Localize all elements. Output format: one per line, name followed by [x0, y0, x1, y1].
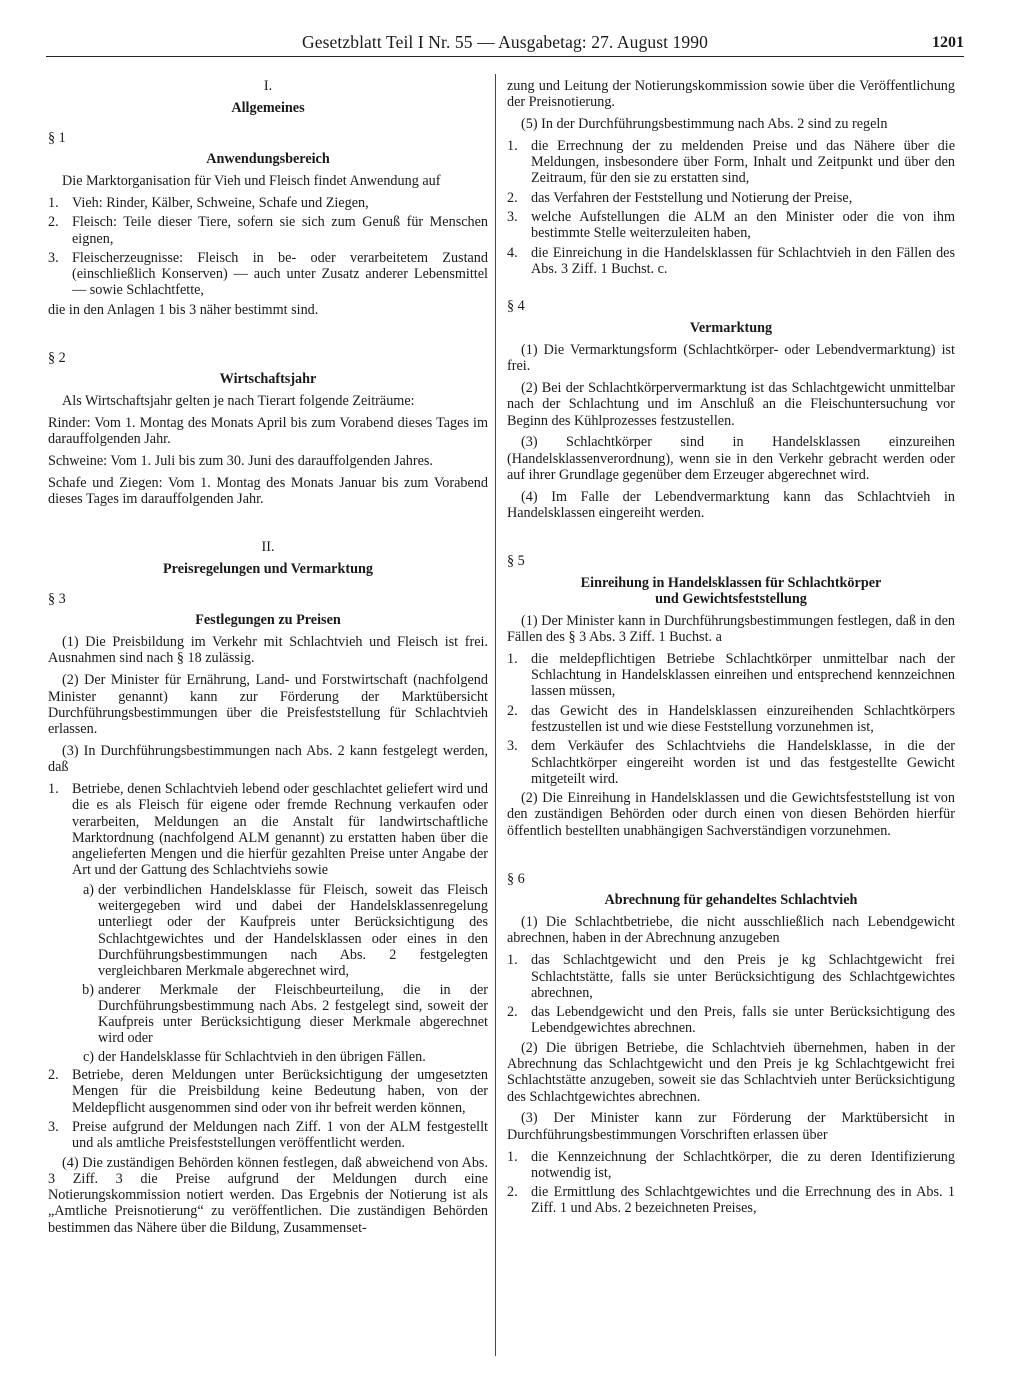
paragraph: Schweine: Vom 1. Juli bis zum 30. Juni des darauffolgenden Jahres. [48, 453, 433, 470]
list-item: 3. Fleischerzeugnisse: Fleisch in be- oder verarbeitetem Zustand (einschließlich Konserven) — auch unter Zusatz anderer Lebensmittel — sowie Schlachtfette, [48, 249, 488, 299]
numbered-list [48, 195, 488, 299]
sub-list-item: b) anderer Merkmale der Fleischbeurteilung, die in der Durchführungsbestimmung nach Abs. 2 festgelegt sind, soweit der Kaufpreis unter Berücksichtigung dieser Merkmale abgerechnet wird oder [82, 981, 488, 1047]
section-sign: § 5 [507, 552, 525, 569]
page-header [46, 30, 964, 57]
paragraph: (3) Der Minister kann zur Förderung der Marktübersicht in Durchführungsbestimmungen Vorschriften erlassen über [507, 1110, 955, 1143]
list-item: 2. Betriebe, deren Meldungen unter Berücksichtigung der umgesetzten Mengen für die Preisbildung keine Bedeutung haben, von der Meldepflicht ausgenommen sind oder von ihr befreit werden können, [48, 1067, 488, 1116]
paragraph: Schafe und Ziegen: Vom 1. Montag des Monats Januar bis zum Vorabend dieses Tages im darauffolgenden Jahr. [48, 474, 488, 508]
section-sign: § 6 [507, 870, 525, 887]
sub-list-item: c) der Handelsklasse für Schlachtvieh in den übrigen Fällen. [82, 1048, 426, 1065]
list-item: 2. Fleisch: Teile dieser Tiere, sofern sie sich zum Genuß für Menschen eignen, [48, 214, 488, 247]
part-title: Allgemeines [231, 99, 305, 116]
section-sign: § 2 [48, 349, 66, 366]
list-item: 1. die Kennzeichnung der Schlachtkörper, die zu deren Identifizierung notwendig ist, [507, 1148, 955, 1181]
paragraph: (4) Im Falle der Lebendvermarktung kann das Schlachtvieh in Handelsklassen eingereiht werden. [507, 488, 955, 522]
list-item: 1. Betriebe, denen Schlachtvieh lebend oder geschlachtet geliefert wird und die es als Fleisch für eigene oder fremde Rechnung verkaufen oder verarbeiten, Meldungen an die Anstalt für landwirtschaftliche Marktordnung (nachfolgend ALM genannt) zu erstatten haben über die angelieferten Mengen und die hierfür gezahlten Preise unter Angabe der Art und der Gattung des Schlachtviehs sowie [48, 781, 488, 879]
section-sign: § 1 [48, 129, 66, 146]
section-title-line2: und Gewichtsfeststellung [655, 590, 807, 607]
list-item: 2. das Gewicht des in Handelsklassen einzureihenden Schlachtkörpers festzustellen ist und wie diese Feststellung vorzunehmen ist, [507, 702, 955, 735]
left-column [48, 78, 488, 1242]
page-number: 1201 [932, 34, 964, 51]
paragraph: (4) Die zuständigen Behörden können festlegen, daß abweichend von Abs. 3 Ziff. 3 die Preise aufgrund der Meldungen durch eine Notierungskommission notiert werden. Das Ergebnis der Notierung ist als „Amtliche Preisnotierung“ zu veröffentlichen. Die zuständigen Behörden bestimmen das Nähere über die Bildung, Zusammenset- [48, 1154, 488, 1236]
list-item: 3. dem Verkäufer des Schlachtviehs die Handelsklasse, in die der Schlachtkörper eingereiht worden ist und das festgestellte Gewicht mitgeteilt wird. [507, 738, 955, 787]
column-divider [495, 74, 496, 1356]
section-title: Einreihung in Handelsklassen für Schlachtkörper [580, 574, 882, 591]
part-title: Preisregelungen und Vermarktung [163, 560, 373, 577]
paragraph: (3) In Durchführungsbestimmungen nach Abs. 2 kann festgelegt werden, daß [48, 742, 488, 776]
section-sign: § 3 [48, 590, 66, 607]
paragraph: Die Marktorganisation für Vieh und Fleisch findet Anwendung auf [62, 173, 441, 190]
paragraph: (2) Die übrigen Betriebe, die Schlachtvieh übernehmen, haben in der Abrechnung das Schlachtgewicht und den Preis je kg Schlachtgewicht frei Schlachtstätte anzugeben, soweit sie das Schlachtvieh unter Berücksichtigung des Schlachtgewichtes abrechnen. [507, 1039, 955, 1105]
part-number: I. [263, 78, 273, 94]
section-title: Festlegungen zu Preisen [195, 612, 341, 629]
paragraph: die in den Anlagen 1 bis 3 näher bestimmt sind. [48, 301, 319, 318]
list-item: 1. die meldepflichtigen Betriebe Schlachtkörper unmittelbar nach der Schlachtung in Handelsklassen einreihen und entsprechend kennzeichnen lassen müssen, [507, 650, 955, 700]
list-item: 2. die Ermittlung des Schlachtgewichtes und die Errechnung des in Abs. 1 Ziff. 1 und Abs. 2 bezeichneten Preises, [507, 1184, 955, 1217]
paragraph: (1) Der Minister kann in Durchführungsbestimmungen festlegen, daß in den Fällen des § 3 Abs. 3 Ziff. 1 Buchst. a [507, 612, 955, 646]
paragraph: (5) In der Durchführungsbestimmung nach Abs. 2 sind zu regeln [521, 116, 888, 133]
list-item: 1. das Schlachtgewicht und den Preis je kg Schlachtgewicht frei Schlachtstätte, falls sie unter Berücksichtigung des Schlachtgewichtes abrechnen, [507, 952, 955, 1001]
list-item: 1. die Errechnung der zu meldenden Preise und das Nähere über die Meldungen, insbesondere über Form, Inhalt und Zeitpunkt und über den Zeitraum, für den sie zu erstatten sind, [507, 137, 955, 187]
paragraph: (1) Die Vermarktungsform (Schlachtkörper- oder Lebendvermarktung) ist frei. [507, 341, 955, 375]
list-item: 2. das Verfahren der Feststellung und Notierung der Preise, [507, 189, 853, 206]
section-title: Abrechnung für gehandeltes Schlachtvieh [604, 892, 858, 909]
paragraph: (2) Der Minister für Ernährung, Land- und Forstwirtschaft (nachfolgend Minister genannt) kann zur Förderung der Marktübersicht Durchführungsbestimmungen über die Preisfeststellung für Schlachtvieh erlassen. [48, 672, 488, 738]
paragraph: (1) Die Schlachtbetriebe, die nicht ausschließlich nach Lebendgewicht abrechnen, haben in der Abrechnung anzugeben [507, 914, 955, 947]
list-item: 3. Preise aufgrund der Meldungen nach Ziff. 1 von der ALM festgestellt und als amtliche Preisfeststellungen veröffentlicht werden. [48, 1118, 488, 1152]
section-title: Vermarktung [689, 320, 773, 337]
part-number: II. [261, 538, 275, 555]
list-item: 1. Vieh: Rinder, Kälber, Schweine, Schafe und Ziegen, [48, 194, 369, 211]
paragraph: (3) Schlachtkörper sind in Handelsklassen einzureihen (Handelsklassenverordnung), wenn sie in den Verkehr gebracht werden oder auf ihrer Grundlage gegenüber dem Erzeuger abgerechnet wird. [507, 434, 955, 483]
list-item: 4. die Einreichung in die Handelsklassen für Schlachtvieh in den Fällen des Abs. 3 Ziff. 1 Buchst. c. [507, 244, 955, 277]
right-column [507, 78, 955, 1220]
gazette-title: Gesetzblatt Teil I Nr. 55 — Ausgabetag: 27. August 1990 [302, 32, 708, 52]
paragraph: Als Wirtschaftsjahr gelten je nach Tierart folgende Zeiträume: [62, 393, 415, 410]
list-item: 2. das Lebendgewicht und den Preis, falls sie unter Berücksichtigung des Lebendgewichtes abrechnen. [507, 1004, 955, 1037]
section-title: Wirtschaftsjahr [219, 371, 317, 388]
paragraph: zung und Leitung der Notierungskommission sowie über die Veröffentlichung der Preisnotierung. [507, 78, 955, 111]
section-sign: § 4 [507, 298, 525, 315]
paragraph: (2) Bei der Schlachtkörpervermarktung ist das Schlachtgewicht unmittelbar nach der Schlachtung und im Anschluß an die Fleischuntersuchung vor Beginn des Kühlprozesses festzustellen. [507, 379, 955, 429]
section-title: Anwendungsbereich [206, 151, 330, 168]
paragraph: (1) Die Preisbildung im Verkehr mit Schlachtvieh und Fleisch ist frei. Ausnahmen sind nach § 18 zulässig. [48, 634, 488, 667]
sub-list-item: a) der verbindlichen Handelsklasse für Fleisch, soweit das Fleisch weitergegeben wird und dabei der Handelsklassenregelung unterliegt oder der Kaufpreis unter Berücksichtigung des Schlachtgewichtes und der Handelsklassen oder eines in den Durchführungsbestimmungen nach Abs. 2 festgelegten vergleichbaren Merkmale abgerechnet wird, [82, 881, 488, 980]
list-item: 3. welche Aufstellungen die ALM an den Minister oder die von ihm bestimmte Stelle weiterzuleiten haben, [507, 209, 955, 242]
paragraph: Rinder: Vom 1. Montag des Monats April bis zum Vorabend dieses Tages im darauffolgenden Jahr. [48, 414, 488, 448]
paragraph: (2) Die Einreihung in Handelsklassen und die Gewichtsfeststellung ist von den zuständigen Behörden oder durch einen von diesen Behörden hierfür öffentlich bestellten unabhängigen Sachverständigen vorzunehmen. [507, 790, 955, 839]
